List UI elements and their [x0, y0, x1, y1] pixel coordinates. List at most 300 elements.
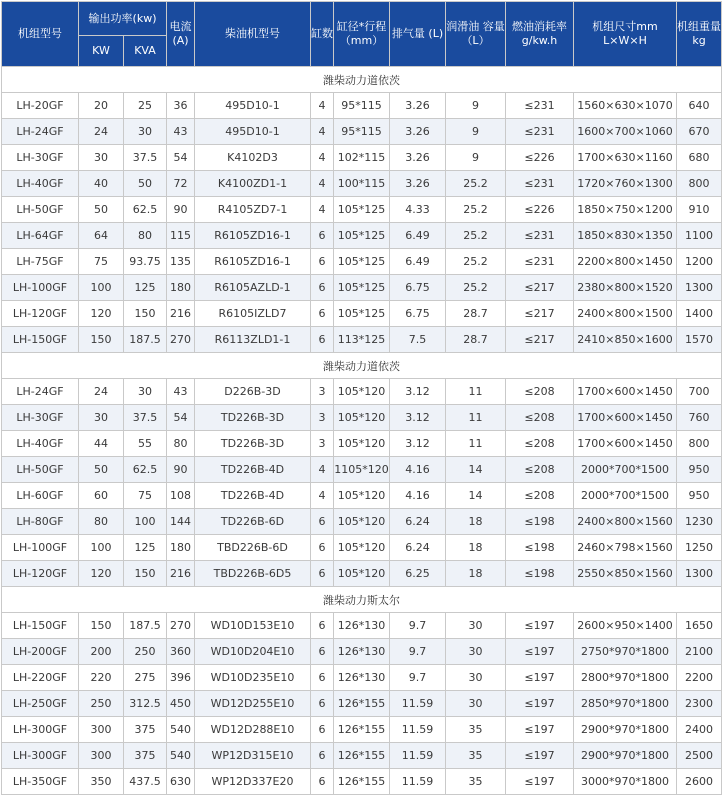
cell-bore: 95*115: [334, 93, 390, 119]
cell-fuel: ≤198: [506, 509, 574, 535]
cell-cylinders: 6: [311, 301, 334, 327]
cell-current: 108: [167, 483, 195, 509]
cell-dims: 1560×630×1070: [574, 93, 677, 119]
cell-lube: 18: [446, 509, 506, 535]
cell-model: LH-300GF: [2, 717, 79, 743]
cell-lube: 28.7: [446, 327, 506, 353]
cell-lube: 14: [446, 483, 506, 509]
cell-lube: 35: [446, 717, 506, 743]
table-row: [2, 93, 722, 119]
cell-engine: R6105IZLD7: [195, 301, 311, 327]
cell-model: LH-24GF: [2, 379, 79, 405]
cell-dims: 2000*700*1500: [574, 457, 677, 483]
cell-kva: 93.75: [124, 249, 167, 275]
cell-dims: 2380×800×1520: [574, 275, 677, 301]
cell-current: 90: [167, 197, 195, 223]
cell-model: LH-40GF: [2, 171, 79, 197]
cell-model: LH-50GF: [2, 457, 79, 483]
cell-bore: 105*120: [334, 561, 390, 587]
table-body: [2, 67, 722, 795]
cell-cylinders: 6: [311, 769, 334, 795]
cell-weight: 1400: [677, 301, 722, 327]
header-bore: 缸径*行程 （mm）: [334, 2, 390, 67]
cell-current: 270: [167, 613, 195, 639]
cell-kw: 100: [79, 535, 124, 561]
cell-bore: 1105*120: [334, 457, 390, 483]
cell-dims: 2460×798×1560: [574, 535, 677, 561]
cell-fuel: ≤197: [506, 613, 574, 639]
cell-displacement: 7.5: [390, 327, 446, 353]
header-kw: KW: [79, 36, 124, 67]
cell-kw: 20: [79, 93, 124, 119]
cell-bore: 126*130: [334, 665, 390, 691]
cell-cylinders: 6: [311, 327, 334, 353]
cell-weight: 1250: [677, 535, 722, 561]
cell-displacement: 9.7: [390, 639, 446, 665]
cell-cylinders: 6: [311, 743, 334, 769]
cell-lube: 25.2: [446, 171, 506, 197]
header-model: 机组型号: [2, 2, 79, 67]
cell-lube: 9: [446, 119, 506, 145]
cell-dims: 2850*970*1800: [574, 691, 677, 717]
cell-current: 216: [167, 301, 195, 327]
cell-dims: 1700×630×1160: [574, 145, 677, 171]
cell-kva: 437.5: [124, 769, 167, 795]
table-row: [2, 249, 722, 275]
cell-dims: 2600×950×1400: [574, 613, 677, 639]
cell-engine: TD226B-4D: [195, 457, 311, 483]
cell-cylinders: 3: [311, 379, 334, 405]
cell-lube: 30: [446, 691, 506, 717]
cell-model: LH-350GF: [2, 769, 79, 795]
cell-dims: 1700×600×1450: [574, 431, 677, 457]
cell-current: 180: [167, 535, 195, 561]
cell-bore: 105*125: [334, 223, 390, 249]
cell-displacement: 11.59: [390, 769, 446, 795]
cell-current: 540: [167, 717, 195, 743]
cell-displacement: 9.7: [390, 665, 446, 691]
header-engine: 柴油机型号: [195, 2, 311, 67]
cell-cylinders: 6: [311, 717, 334, 743]
table-row: [2, 743, 722, 769]
cell-lube: 30: [446, 613, 506, 639]
cell-current: 43: [167, 379, 195, 405]
table-row: [2, 171, 722, 197]
cell-engine: 495D10-1: [195, 119, 311, 145]
cell-model: LH-50GF: [2, 197, 79, 223]
cell-engine: WD10D204E10: [195, 639, 311, 665]
cell-fuel: ≤226: [506, 197, 574, 223]
header-cylinders: 缸数: [311, 2, 334, 67]
cell-displacement: 11.59: [390, 691, 446, 717]
cell-kva: 187.5: [124, 327, 167, 353]
cell-current: 115: [167, 223, 195, 249]
cell-cylinders: 4: [311, 483, 334, 509]
cell-fuel: ≤197: [506, 665, 574, 691]
cell-fuel: ≤231: [506, 249, 574, 275]
table-row: [2, 223, 722, 249]
cell-kva: 125: [124, 535, 167, 561]
cell-cylinders: 6: [311, 509, 334, 535]
cell-kw: 75: [79, 249, 124, 275]
cell-cylinders: 6: [311, 639, 334, 665]
cell-current: 43: [167, 119, 195, 145]
cell-cylinders: 6: [311, 249, 334, 275]
cell-cylinders: 4: [311, 197, 334, 223]
cell-lube: 11: [446, 405, 506, 431]
cell-weight: 2500: [677, 743, 722, 769]
cell-lube: 35: [446, 769, 506, 795]
cell-bore: 105*125: [334, 249, 390, 275]
header-current: 电流 (A): [167, 2, 195, 67]
cell-bore: 105*120: [334, 431, 390, 457]
cell-kw: 150: [79, 327, 124, 353]
cell-kw: 24: [79, 379, 124, 405]
cell-engine: TD226B-3D: [195, 431, 311, 457]
cell-kva: 80: [124, 223, 167, 249]
cell-weight: 680: [677, 145, 722, 171]
cell-model: LH-30GF: [2, 145, 79, 171]
table-header: [2, 2, 722, 67]
cell-kw: 350: [79, 769, 124, 795]
cell-model: LH-120GF: [2, 561, 79, 587]
cell-current: 72: [167, 171, 195, 197]
table-row: [2, 275, 722, 301]
cell-kva: 375: [124, 743, 167, 769]
cell-weight: 1200: [677, 249, 722, 275]
cell-bore: 105*120: [334, 509, 390, 535]
cell-dims: 1700×600×1450: [574, 379, 677, 405]
table-row: [2, 535, 722, 561]
cell-lube: 25.2: [446, 249, 506, 275]
cell-lube: 9: [446, 93, 506, 119]
cell-weight: 800: [677, 171, 722, 197]
cell-engine: K4102D3: [195, 145, 311, 171]
cell-displacement: 9.7: [390, 613, 446, 639]
cell-lube: 25.2: [446, 197, 506, 223]
cell-dims: 1720×760×1300: [574, 171, 677, 197]
cell-fuel: ≤197: [506, 639, 574, 665]
cell-fuel: ≤197: [506, 717, 574, 743]
cell-dims: 2800*970*1800: [574, 665, 677, 691]
cell-fuel: ≤208: [506, 405, 574, 431]
cell-kva: 30: [124, 119, 167, 145]
cell-bore: 126*130: [334, 639, 390, 665]
cell-displacement: 4.16: [390, 483, 446, 509]
cell-dims: 2410×850×1600: [574, 327, 677, 353]
cell-kva: 50: [124, 171, 167, 197]
cell-model: LH-250GF: [2, 691, 79, 717]
cell-kva: 30: [124, 379, 167, 405]
cell-bore: 105*120: [334, 379, 390, 405]
cell-engine: R6113ZLD1-1: [195, 327, 311, 353]
table-row: [2, 769, 722, 795]
cell-weight: 950: [677, 483, 722, 509]
cell-displacement: 4.33: [390, 197, 446, 223]
cell-kw: 40: [79, 171, 124, 197]
cell-fuel: ≤208: [506, 379, 574, 405]
cell-displacement: 3.12: [390, 431, 446, 457]
cell-fuel: ≤231: [506, 119, 574, 145]
cell-fuel: ≤217: [506, 301, 574, 327]
cell-engine: TD226B-6D: [195, 509, 311, 535]
cell-kw: 80: [79, 509, 124, 535]
cell-fuel: ≤198: [506, 535, 574, 561]
cell-engine: K4100ZD1-1: [195, 171, 311, 197]
cell-bore: 105*125: [334, 197, 390, 223]
cell-engine: WD12D288E10: [195, 717, 311, 743]
cell-kva: 150: [124, 561, 167, 587]
cell-kw: 120: [79, 301, 124, 327]
cell-kva: 62.5: [124, 457, 167, 483]
cell-kva: 37.5: [124, 145, 167, 171]
cell-kw: 24: [79, 119, 124, 145]
cell-cylinders: 6: [311, 275, 334, 301]
table-row: [2, 561, 722, 587]
section-title: 潍柴动力道依茨: [2, 353, 722, 379]
cell-model: LH-80GF: [2, 509, 79, 535]
cell-fuel: ≤208: [506, 457, 574, 483]
cell-cylinders: 4: [311, 457, 334, 483]
cell-fuel: ≤217: [506, 327, 574, 353]
cell-bore: 113*125: [334, 327, 390, 353]
cell-engine: WD10D153E10: [195, 613, 311, 639]
cell-engine: WP12D315E10: [195, 743, 311, 769]
header-weight: 机组重量 kg: [677, 2, 722, 67]
cell-bore: 105*125: [334, 275, 390, 301]
cell-kw: 300: [79, 717, 124, 743]
cell-kw: 60: [79, 483, 124, 509]
generator-spec-table: [1, 1, 722, 795]
cell-cylinders: 4: [311, 145, 334, 171]
cell-bore: 102*115: [334, 145, 390, 171]
cell-model: LH-60GF: [2, 483, 79, 509]
cell-bore: 95*115: [334, 119, 390, 145]
cell-displacement: 6.25: [390, 561, 446, 587]
cell-kw: 120: [79, 561, 124, 587]
cell-displacement: 3.12: [390, 379, 446, 405]
cell-cylinders: 6: [311, 535, 334, 561]
cell-lube: 18: [446, 535, 506, 561]
cell-cylinders: 6: [311, 665, 334, 691]
header-displacement: 排气量 (L): [390, 2, 446, 67]
cell-weight: 2300: [677, 691, 722, 717]
cell-weight: 1230: [677, 509, 722, 535]
cell-lube: 30: [446, 665, 506, 691]
cell-current: 540: [167, 743, 195, 769]
cell-displacement: 3.12: [390, 405, 446, 431]
cell-fuel: ≤226: [506, 145, 574, 171]
cell-cylinders: 6: [311, 561, 334, 587]
cell-bore: 105*125: [334, 301, 390, 327]
cell-current: 180: [167, 275, 195, 301]
cell-kva: 100: [124, 509, 167, 535]
cell-fuel: ≤198: [506, 561, 574, 587]
table-row: [2, 691, 722, 717]
cell-current: 135: [167, 249, 195, 275]
cell-fuel: ≤208: [506, 431, 574, 457]
cell-engine: WD12D255E10: [195, 691, 311, 717]
cell-dims: 2400×800×1560: [574, 509, 677, 535]
cell-kva: 275: [124, 665, 167, 691]
cell-weight: 1300: [677, 275, 722, 301]
cell-fuel: ≤197: [506, 743, 574, 769]
table-row: [2, 405, 722, 431]
cell-engine: R6105AZLD-1: [195, 275, 311, 301]
cell-current: 54: [167, 145, 195, 171]
table-row: [2, 483, 722, 509]
cell-weight: 910: [677, 197, 722, 223]
section-row: [2, 67, 722, 93]
cell-kw: 200: [79, 639, 124, 665]
cell-cylinders: 4: [311, 93, 334, 119]
cell-fuel: ≤197: [506, 691, 574, 717]
cell-bore: 100*115: [334, 171, 390, 197]
cell-kw: 250: [79, 691, 124, 717]
cell-dims: 1600×700×1060: [574, 119, 677, 145]
cell-lube: 35: [446, 743, 506, 769]
cell-cylinders: 6: [311, 691, 334, 717]
header-kva: KVA: [124, 36, 167, 67]
cell-displacement: 3.26: [390, 171, 446, 197]
cell-kw: 50: [79, 197, 124, 223]
section-row: [2, 353, 722, 379]
cell-cylinders: 6: [311, 613, 334, 639]
table-row: [2, 119, 722, 145]
table-row: [2, 665, 722, 691]
cell-current: 360: [167, 639, 195, 665]
cell-cylinders: 3: [311, 405, 334, 431]
cell-engine: R4105ZD7-1: [195, 197, 311, 223]
cell-engine: D226B-3D: [195, 379, 311, 405]
cell-current: 80: [167, 431, 195, 457]
cell-model: LH-75GF: [2, 249, 79, 275]
cell-current: 54: [167, 405, 195, 431]
cell-model: LH-220GF: [2, 665, 79, 691]
header-fuel: 燃油消耗率 g/kw.h: [506, 2, 574, 67]
cell-bore: 126*155: [334, 743, 390, 769]
cell-weight: 640: [677, 93, 722, 119]
cell-model: LH-20GF: [2, 93, 79, 119]
cell-dims: 1700×600×1450: [574, 405, 677, 431]
cell-kva: 55: [124, 431, 167, 457]
cell-displacement: 11.59: [390, 743, 446, 769]
table-row: [2, 457, 722, 483]
cell-model: LH-300GF: [2, 743, 79, 769]
cell-kva: 37.5: [124, 405, 167, 431]
cell-kva: 62.5: [124, 197, 167, 223]
cell-cylinders: 3: [311, 431, 334, 457]
cell-current: 396: [167, 665, 195, 691]
cell-weight: 1100: [677, 223, 722, 249]
cell-weight: 760: [677, 405, 722, 431]
cell-model: LH-200GF: [2, 639, 79, 665]
cell-kva: 375: [124, 717, 167, 743]
cell-lube: 11: [446, 431, 506, 457]
cell-model: LH-24GF: [2, 119, 79, 145]
cell-lube: 28.7: [446, 301, 506, 327]
cell-displacement: 6.24: [390, 509, 446, 535]
cell-model: LH-100GF: [2, 275, 79, 301]
cell-weight: 2400: [677, 717, 722, 743]
cell-kva: 75: [124, 483, 167, 509]
cell-engine: WP12D337E20: [195, 769, 311, 795]
cell-current: 36: [167, 93, 195, 119]
cell-engine: TBD226B-6D5: [195, 561, 311, 587]
cell-bore: 105*120: [334, 535, 390, 561]
cell-current: 630: [167, 769, 195, 795]
cell-displacement: 6.49: [390, 223, 446, 249]
cell-engine: TD226B-3D: [195, 405, 311, 431]
cell-bore: 126*130: [334, 613, 390, 639]
cell-kva: 125: [124, 275, 167, 301]
cell-weight: 950: [677, 457, 722, 483]
table-row: [2, 613, 722, 639]
cell-displacement: 3.26: [390, 119, 446, 145]
cell-engine: 495D10-1: [195, 93, 311, 119]
cell-model: LH-30GF: [2, 405, 79, 431]
cell-weight: 670: [677, 119, 722, 145]
cell-weight: 1650: [677, 613, 722, 639]
cell-cylinders: 4: [311, 171, 334, 197]
cell-kw: 64: [79, 223, 124, 249]
cell-current: 450: [167, 691, 195, 717]
header-power: 输出功率(kw): [79, 2, 167, 36]
cell-current: 216: [167, 561, 195, 587]
cell-displacement: 4.16: [390, 457, 446, 483]
cell-displacement: 6.75: [390, 275, 446, 301]
cell-bore: 126*155: [334, 717, 390, 743]
cell-weight: 2100: [677, 639, 722, 665]
table-row: [2, 197, 722, 223]
cell-current: 144: [167, 509, 195, 535]
cell-dims: 1850×750×1200: [574, 197, 677, 223]
cell-fuel: ≤208: [506, 483, 574, 509]
cell-bore: 105*120: [334, 483, 390, 509]
cell-model: LH-64GF: [2, 223, 79, 249]
cell-lube: 9: [446, 145, 506, 171]
cell-displacement: 3.26: [390, 93, 446, 119]
cell-dims: 2750*970*1800: [574, 639, 677, 665]
cell-kw: 150: [79, 613, 124, 639]
cell-model: LH-100GF: [2, 535, 79, 561]
cell-displacement: 6.75: [390, 301, 446, 327]
cell-cylinders: 6: [311, 223, 334, 249]
cell-displacement: 3.26: [390, 145, 446, 171]
cell-kw: 30: [79, 405, 124, 431]
cell-kva: 187.5: [124, 613, 167, 639]
cell-fuel: ≤197: [506, 769, 574, 795]
cell-model: LH-150GF: [2, 613, 79, 639]
cell-fuel: ≤231: [506, 171, 574, 197]
cell-model: LH-40GF: [2, 431, 79, 457]
cell-bore: 105*120: [334, 405, 390, 431]
cell-weight: 2200: [677, 665, 722, 691]
cell-fuel: ≤231: [506, 223, 574, 249]
cell-engine: TD226B-4D: [195, 483, 311, 509]
cell-weight: 1300: [677, 561, 722, 587]
table-row: [2, 145, 722, 171]
cell-weight: 700: [677, 379, 722, 405]
table-row: [2, 509, 722, 535]
cell-kva: 312.5: [124, 691, 167, 717]
cell-dims: 2200×800×1450: [574, 249, 677, 275]
cell-model: LH-150GF: [2, 327, 79, 353]
cell-dims: 2900*970*1800: [574, 717, 677, 743]
table-row: [2, 431, 722, 457]
cell-kw: 100: [79, 275, 124, 301]
section-title: 潍柴动力道依茨: [2, 67, 722, 93]
